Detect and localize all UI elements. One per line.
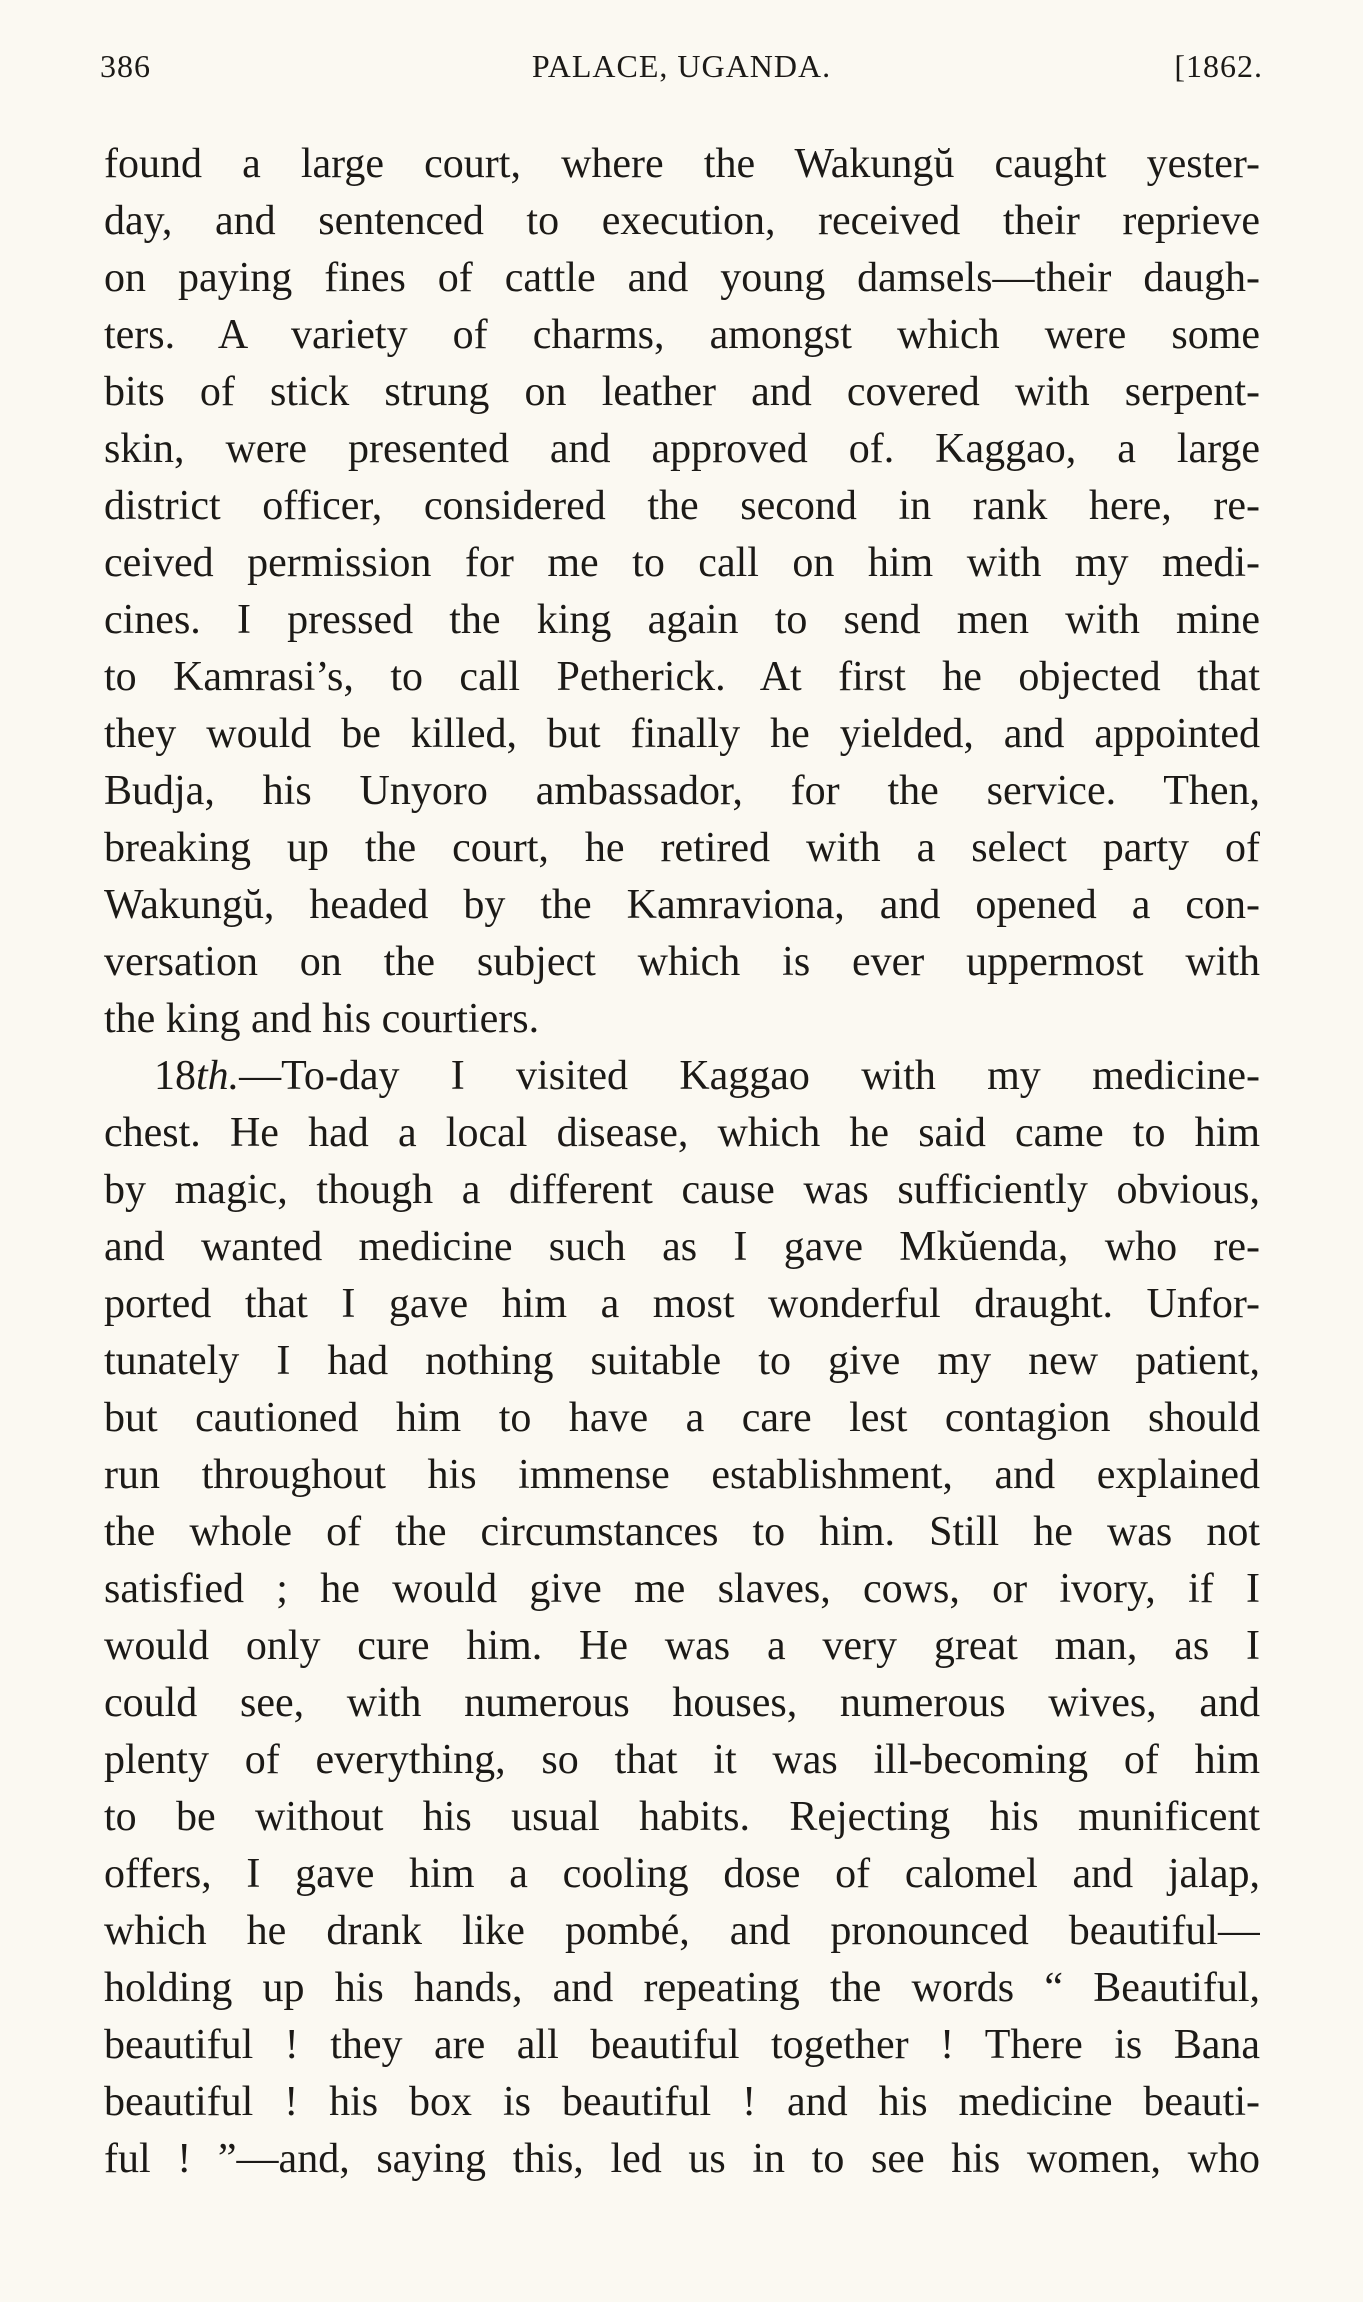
text-line: they would be killed, but finally he yielded, and appointed (104, 711, 1260, 757)
paragraph-1 (104, 136, 1260, 1048)
text-line: to be without his usual habits. Rejecting his munificent (104, 1794, 1260, 1840)
text-line: bits of stick strung on leather and covered with serpent- (104, 369, 1260, 415)
text-line-rest: —To-day I visited Kaggao with my medicine- (239, 1053, 1260, 1099)
text-line: ters. A variety of charms, amongst which were some (104, 312, 1260, 358)
text-line: versation on the subject which is ever uppermost with (104, 939, 1260, 985)
date-suffix: th. (196, 1053, 240, 1099)
date-number: 18 (154, 1053, 196, 1099)
text-line: district officer, considered the second in rank here, re- (104, 483, 1260, 529)
text-line: satisfied ; he would give me slaves, cows, or ivory, if I (104, 1566, 1260, 1612)
text-line: which he drank like pombé, and pronounced beautiful— (104, 1908, 1260, 1954)
text-line: plenty of everything, so that it was ill-becoming of him (104, 1737, 1260, 1783)
text-line-date (104, 1048, 1260, 1105)
text-line: to Kamrasi’s, to call Petherick. At first he objected that (104, 654, 1260, 700)
text-line: ported that I gave him a most wonderful draught. Unfor- (104, 1281, 1260, 1327)
running-head-title: PALACE, UGANDA. (531, 48, 832, 84)
running-head-year: [1862. (1174, 48, 1263, 84)
text-line: the whole of the circumstances to him. Still he was not (104, 1509, 1260, 1555)
text-line: on paying fines of cattle and young damsels—their daugh- (104, 255, 1260, 301)
text-line: holding up his hands, and repeating the words “ Beautiful, (104, 1965, 1260, 2011)
text-line: beautiful ! they are all beautiful together ! There is Bana (104, 2022, 1260, 2068)
text-line: skin, were presented and approved of. Kaggao, a large (104, 426, 1260, 472)
text-line: could see, with numerous houses, numerous wives, and (104, 1680, 1260, 1726)
text-line: the king and his courtiers. (104, 996, 540, 1042)
running-header (100, 48, 1263, 98)
text-line: and wanted medicine such as I gave Mkŭenda, who re- (104, 1224, 1260, 1270)
text-line: cines. I pressed the king again to send men with mine (104, 597, 1260, 643)
paragraph-2 (104, 1048, 1260, 2188)
text-line: Budja, his Unyoro ambassador, for the service. Then, (104, 768, 1260, 814)
text-line: run throughout his immense establishment, and explained (104, 1452, 1260, 1498)
text-line: but cautioned him to have a care lest contagion should (104, 1395, 1260, 1441)
text-line: offers, I gave him a cooling dose of calomel and jalap, (104, 1851, 1260, 1897)
text-line: Wakungŭ, headed by the Kamraviona, and opened a con- (104, 882, 1260, 928)
text-line: beautiful ! his box is beautiful ! and his medicine beauti- (104, 2079, 1260, 2125)
text-line: ful ! ”—and, saying this, led us in to see his women, who (104, 2136, 1260, 2182)
text-line: breaking up the court, he retired with a select party of (104, 825, 1260, 871)
text-line: ceived permission for me to call on him with my medi- (104, 540, 1260, 586)
body-text (104, 136, 1260, 2188)
text-line: chest. He had a local disease, which he said came to him (104, 1110, 1260, 1156)
text-line: would only cure him. He was a very great man, as I (104, 1623, 1260, 1669)
page-number: 386 (100, 48, 151, 84)
text-line: by magic, though a different cause was sufficiently obvious, (104, 1167, 1260, 1213)
text-line: tunately I had nothing suitable to give my new patient, (104, 1338, 1260, 1384)
text-line: found a large court, where the Wakungŭ caught yester- (104, 141, 1260, 187)
text-line: day, and sentenced to execution, received their reprieve (104, 198, 1260, 244)
